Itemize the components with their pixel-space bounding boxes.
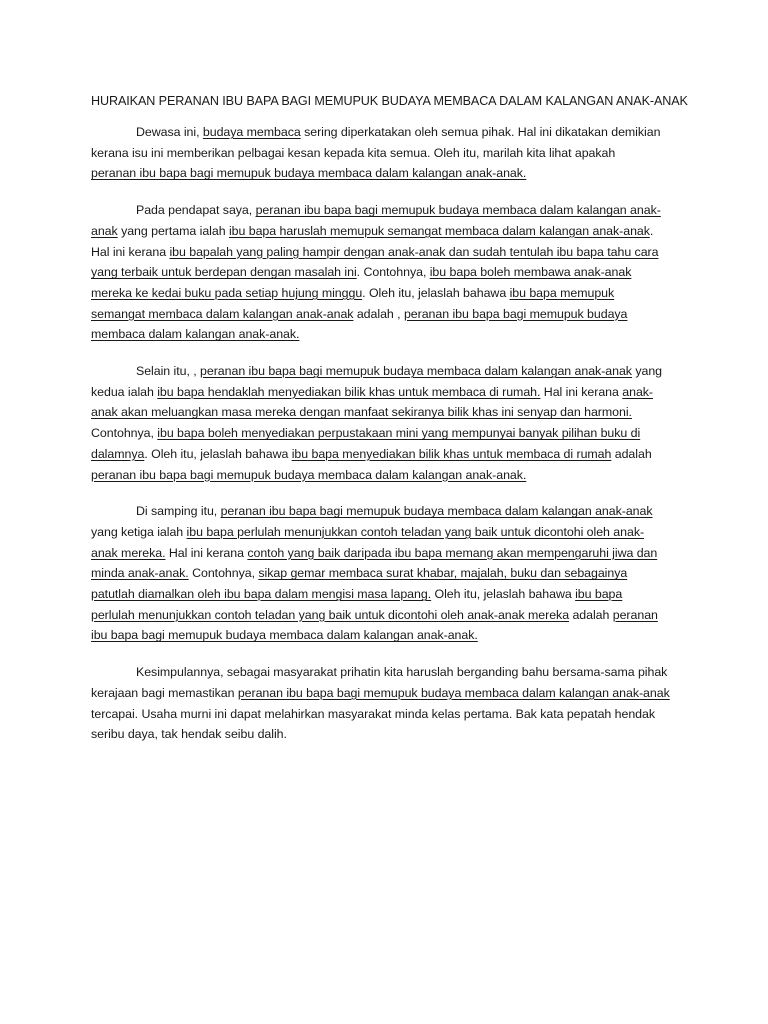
underlined-phrase: ibu bapa memupuk bbox=[509, 285, 615, 300]
text-line bbox=[91, 584, 680, 605]
body-paragraph bbox=[91, 662, 680, 745]
underlined-phrase: contoh yang baik daripada ibu bapa memang akan mempengaruhi jiwa dan bbox=[247, 545, 658, 560]
text-run: adalah bbox=[611, 446, 652, 461]
text-line bbox=[91, 605, 680, 626]
text-line bbox=[91, 143, 680, 164]
underlined-phrase: peranan ibu bapa bagi memupuk budaya membaca dalam kalangan anak- bbox=[255, 203, 661, 218]
underlined-phrase: peranan ibu bapa bagi memupuk budaya membaca dalam kalangan anak-anak bbox=[220, 504, 653, 519]
text-line bbox=[91, 683, 680, 704]
underlined-phrase: peranan ibu bapa bagi memupuk budaya bbox=[403, 306, 628, 321]
text-line bbox=[91, 200, 680, 221]
underlined-phrase: mereka ke kedai buku pada setiap hujung minggu bbox=[91, 285, 363, 300]
text-line bbox=[91, 662, 680, 683]
text-run: Hal ini kerana bbox=[165, 545, 248, 560]
text-line bbox=[91, 465, 680, 486]
text-run: . bbox=[649, 223, 654, 238]
text-line bbox=[91, 262, 680, 283]
text-run: yang bbox=[631, 364, 663, 379]
text-line bbox=[91, 724, 680, 745]
text-line bbox=[91, 283, 680, 304]
text-line bbox=[91, 444, 680, 465]
text-run: yang pertama ialah bbox=[117, 223, 229, 238]
underlined-phrase: ibu bapa boleh menyediakan perpustakaan mini yang mempunyai banyak pilihan buku di bbox=[157, 426, 641, 441]
underlined-phrase: peranan ibu bapa bagi memupuk budaya membaca dalam kalangan anak-anak bbox=[200, 364, 632, 379]
text-line bbox=[91, 563, 680, 584]
underlined-phrase: anak bbox=[91, 223, 118, 238]
body-paragraph bbox=[91, 361, 680, 485]
text-line bbox=[91, 304, 680, 325]
text-run: adalah bbox=[569, 607, 613, 622]
text-line bbox=[91, 423, 680, 444]
text-run: Hal ini kerana bbox=[540, 384, 623, 399]
underlined-phrase: semangat membaca dalam kalangan anak-anak bbox=[91, 306, 354, 321]
text-run: yang ketiga ialah bbox=[91, 524, 187, 539]
text-run: Dewasa ini, bbox=[136, 125, 203, 139]
underlined-phrase: peranan ibu bapa bagi memupuk budaya membaca dalam kalangan anak-anak bbox=[237, 685, 670, 700]
underlined-phrase: peranan ibu bapa bagi memupuk budaya membaca dalam kalangan anak-anak. bbox=[91, 166, 527, 181]
text-run: Contohnya, bbox=[188, 566, 259, 581]
text-line bbox=[91, 324, 680, 345]
text-run: Selain itu, , bbox=[136, 364, 201, 379]
underlined-phrase: budaya membaca bbox=[202, 125, 301, 139]
underlined-phrase: ibu bapa hendaklah menyediakan bilik khas untuk membaca di rumah. bbox=[157, 384, 541, 399]
text-run: Oleh itu, jelaslah bahawa bbox=[431, 587, 576, 602]
underlined-phrase: ibu bapa menyediakan bilik khas untuk membaca di rumah bbox=[291, 446, 612, 461]
underlined-phrase: membaca dalam kalangan anak-anak. bbox=[91, 327, 300, 342]
text-run: kedua ialah bbox=[91, 384, 158, 399]
body-paragraph bbox=[91, 122, 680, 184]
text-run: adalah , bbox=[353, 306, 404, 321]
text-run: . Oleh itu, jelaslah bahawa bbox=[362, 285, 510, 300]
underlined-phrase: anak mereka. bbox=[91, 545, 166, 560]
text-line bbox=[91, 704, 680, 725]
text-line bbox=[91, 522, 680, 543]
underlined-phrase: ibu bapalah yang paling hampir dengan anak-anak dan sudah tentulah ibu bapa tahu cara bbox=[169, 244, 659, 259]
text-run: Kesimpulannya, sebagai masyarakat prihatin kita haruslah berganding bahu bersama-sama pihak bbox=[136, 665, 668, 680]
underlined-phrase: minda anak-anak. bbox=[91, 566, 189, 581]
underlined-phrase: anak akan meluangkan masa mereka dengan manfaat sekiranya bilik khas ini senyap dan harmoni. bbox=[91, 405, 632, 420]
text-line bbox=[91, 221, 680, 242]
text-line bbox=[91, 501, 680, 522]
underlined-phrase: ibu bapa haruslah memupuk semangat membaca dalam kalangan anak-anak bbox=[228, 223, 650, 238]
text-line bbox=[91, 122, 680, 143]
underlined-phrase: ibu bapa bbox=[575, 587, 623, 602]
body-paragraph bbox=[91, 501, 680, 646]
text-run: Pada pendapat saya, bbox=[136, 203, 256, 218]
underlined-phrase: peranan bbox=[612, 607, 658, 622]
text-run: tercapai. Usaha murni ini dapat melahirkan masyarakat minda kelas pertama. Bak kata pepatah hendak bbox=[91, 706, 656, 721]
text-run: . Oleh itu, jelaslah bahawa bbox=[144, 446, 292, 461]
text-line bbox=[91, 625, 680, 646]
underlined-phrase: peranan ibu bapa bagi memupuk budaya membaca dalam kalangan anak-anak. bbox=[91, 467, 527, 482]
text-run: seribu daya, tak hendak seibu dalih. bbox=[91, 727, 287, 742]
text-run: Contohnya, bbox=[91, 426, 158, 441]
document-title: HURAIKAN PERANAN IBU BAPA BAGI MEMUPUK BUDAYA MEMBACA DALAM KALANGAN ANAK-ANAK bbox=[91, 94, 688, 108]
text-line bbox=[91, 402, 680, 423]
underlined-phrase: ibu bapa bagi memupuk budaya membaca dalam kalangan anak-anak. bbox=[91, 628, 478, 643]
text-run: Di samping itu, bbox=[136, 504, 221, 519]
text-run: kerana isu ini memberikan pelbagai kesan kepada kita semua. Oleh itu, marilah kita lihat apakah bbox=[91, 145, 616, 160]
underlined-phrase: anak- bbox=[622, 384, 654, 399]
text-run: kerajaan bagi memastikan bbox=[91, 685, 238, 700]
text-run: . Contohnya, bbox=[356, 265, 430, 280]
underlined-phrase: sikap gemar membaca surat khabar, majalah, buku dan sebagainya bbox=[258, 566, 628, 581]
text-run: Hal ini kerana bbox=[91, 244, 170, 259]
underlined-phrase: ibu bapa boleh membawa anak-anak bbox=[429, 265, 632, 280]
text-line bbox=[91, 543, 680, 564]
body-paragraph bbox=[91, 200, 680, 345]
document-body bbox=[91, 122, 680, 745]
underlined-phrase: perlulah menunjukkan contoh teladan yang baik untuk dicontohi oleh anak-anak mereka bbox=[91, 607, 570, 622]
underlined-phrase: dalamnya bbox=[91, 446, 145, 461]
text-line bbox=[91, 361, 680, 382]
text-line bbox=[91, 382, 680, 403]
underlined-phrase: ibu bapa perlulah menunjukkan contoh teladan yang baik untuk dicontohi oleh anak- bbox=[186, 524, 645, 539]
text-line bbox=[91, 163, 680, 184]
text-line bbox=[91, 242, 680, 263]
underlined-phrase: yang terbaik untuk berdepan dengan masalah ini bbox=[91, 265, 357, 280]
underlined-phrase: patutlah diamalkan oleh ibu bapa dalam mengisi masa lapang. bbox=[91, 587, 432, 602]
text-run: sering diperkatakan oleh semua pihak. Hal ini dikatakan demikian bbox=[300, 125, 661, 139]
